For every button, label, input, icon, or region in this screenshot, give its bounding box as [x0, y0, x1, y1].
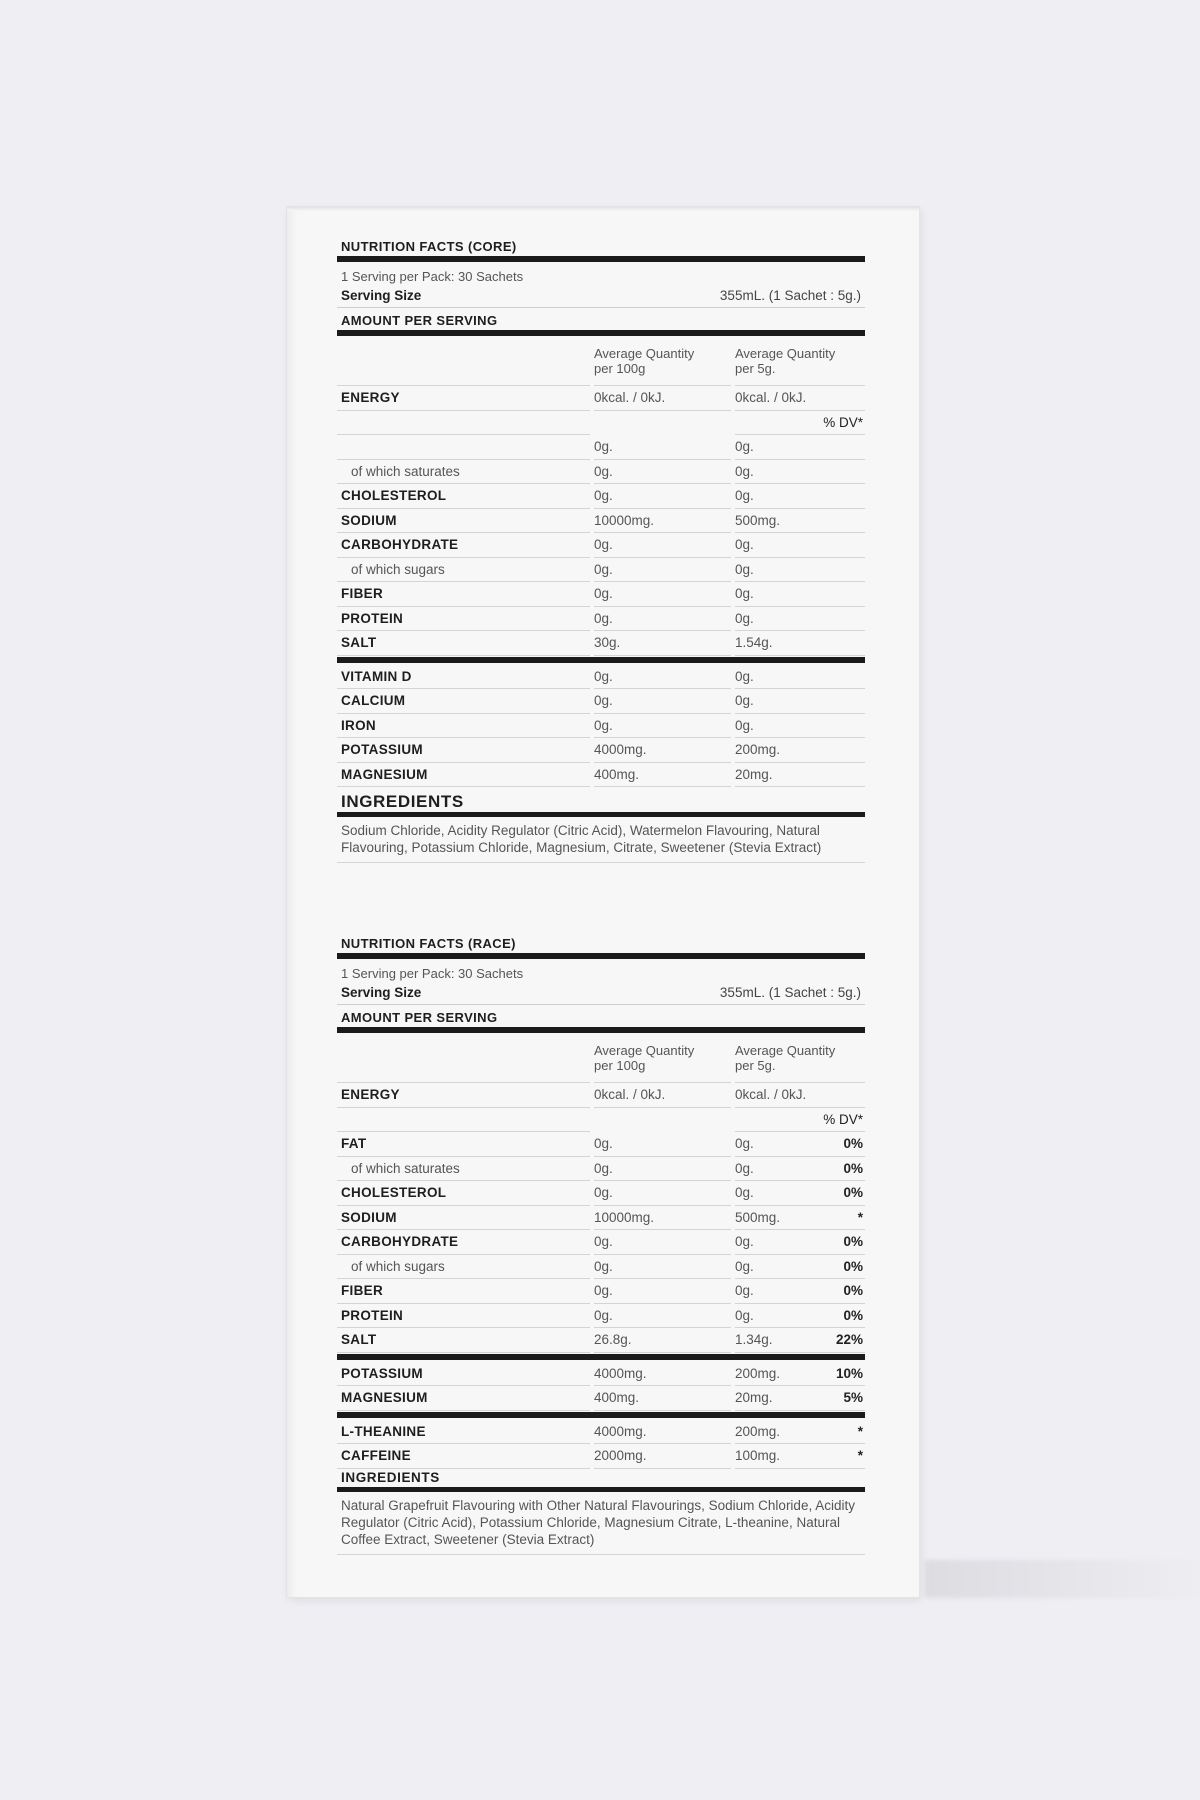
nutrient-label: SALT	[337, 1328, 590, 1353]
nutrient-row	[337, 484, 865, 509]
value-per-5g-cell	[735, 763, 865, 788]
nutrient-row	[337, 509, 865, 534]
value-per-5g-cell	[735, 1328, 865, 1353]
value-per-5g-cell	[735, 1206, 865, 1231]
value-per-100g: 10000mg.	[594, 509, 731, 534]
value-per-100g: 10000mg.	[594, 1206, 731, 1231]
nutrient-label: FIBER	[337, 1279, 590, 1304]
value-per-5g-cell	[735, 1386, 865, 1411]
nutrient-row	[337, 714, 865, 739]
value-per-5g: 0g.	[735, 668, 754, 684]
value-per-5g: 1.34g.	[735, 1332, 773, 1347]
daily-value	[863, 435, 865, 459]
nutrient-label: VITAMIN D	[337, 665, 590, 690]
value-per-5g-cell	[735, 1157, 865, 1182]
box-top-edge	[287, 207, 919, 211]
nutrient-label: CHOLESTEROL	[337, 484, 590, 509]
nutrient-row	[337, 631, 865, 656]
daily-value: 22%	[835, 1332, 863, 1347]
mineral-rows	[337, 665, 865, 788]
value-per-5g-cell	[735, 1181, 865, 1206]
nutrient-label: FAT	[337, 1132, 590, 1157]
energy-row	[337, 386, 865, 411]
value-per-5g: 200mg.	[735, 1365, 781, 1381]
value-per-5g-cell	[735, 1255, 865, 1280]
header-line: per 5g.	[735, 361, 776, 376]
header-line: Average Quantity	[594, 346, 695, 361]
daily-value	[863, 714, 865, 738]
dv-label: % DV*	[823, 1111, 863, 1127]
value-per-5g-cell	[735, 607, 865, 632]
value-per-5g	[735, 1083, 865, 1108]
blank	[337, 411, 590, 436]
value-per-5g: 500mg.	[735, 1209, 781, 1225]
nutrient-label: of which saturates	[337, 460, 590, 485]
serving-size-label: Serving Size	[341, 288, 422, 303]
value-per-5g-cell	[735, 714, 865, 739]
daily-value	[863, 533, 865, 557]
nutrient-row	[337, 533, 865, 558]
nutrient-row	[337, 738, 865, 763]
value-per-100g: 4000mg.	[594, 1362, 731, 1387]
nutrient-label: CAFFEINE	[337, 1444, 590, 1469]
dv-label: % DV*	[823, 414, 863, 430]
header-per-5g	[735, 1033, 865, 1083]
daily-value	[863, 738, 865, 762]
value-per-100g: 400mg.	[594, 763, 731, 788]
value-per-5g-cell	[735, 435, 865, 460]
header-line: Average Quantity	[735, 1043, 836, 1058]
energy-row	[337, 1083, 865, 1108]
divider	[337, 1412, 865, 1418]
daily-value: 0%	[843, 1234, 863, 1249]
amount-per-serving: AMOUNT PER SERVING	[341, 1010, 498, 1025]
value-per-100g: 0kcal. / 0kJ.	[594, 1083, 731, 1108]
header-blank	[337, 1033, 590, 1083]
nutrient-label: FIBER	[337, 582, 590, 607]
daily-value	[863, 582, 865, 606]
value-per-5g-cell	[735, 1420, 865, 1445]
divider	[337, 953, 865, 959]
daily-value: 0%	[843, 1258, 863, 1274]
value-per-100g: 0g.	[594, 435, 731, 460]
header-blank	[337, 336, 590, 386]
divider	[337, 1354, 865, 1360]
value-per-100g: 0g.	[594, 1255, 731, 1280]
nutrient-label: CARBOHYDRATE	[337, 533, 590, 558]
value-per-5g-cell	[735, 1304, 865, 1329]
daily-value: 5%	[843, 1390, 863, 1405]
nutrient-label: CALCIUM	[337, 689, 590, 714]
value-per-5g: 0g.	[735, 1307, 754, 1323]
divider	[337, 657, 865, 663]
dv-header-row	[337, 411, 865, 436]
value-per-5g-cell	[735, 460, 865, 485]
dv-header-row	[337, 1108, 865, 1133]
daily-value	[863, 689, 865, 713]
serving-size-row	[337, 982, 865, 1004]
value-per-5g-cell	[735, 558, 865, 583]
nutrient-label: SODIUM	[337, 509, 590, 534]
nutrient-row	[337, 665, 865, 690]
value-per-5g: 0g.	[735, 439, 754, 454]
value-per-5g: 20mg.	[735, 766, 773, 782]
value-per-5g: 200mg.	[735, 742, 781, 757]
nutrient-rows	[337, 435, 865, 656]
daily-value	[863, 558, 865, 582]
value-per-5g-cell	[735, 484, 865, 509]
divider	[337, 307, 865, 308]
column-headers	[337, 1033, 865, 1083]
value-per-100g: 0g.	[594, 1279, 731, 1304]
value-per-100g: 400mg.	[594, 1386, 731, 1411]
serving-per-pack: 1 Serving per Pack: 30 Sachets	[341, 966, 524, 981]
nutrient-label: of which saturates	[337, 1157, 590, 1182]
nutrient-label: SODIUM	[337, 1206, 590, 1231]
box-fold	[287, 207, 297, 1597]
nutrient-row	[337, 1279, 865, 1304]
nutrient-label: ENERGY	[337, 386, 590, 411]
ingredients-title: INGREDIENTS	[341, 1469, 440, 1485]
daily-value: 0%	[843, 1283, 863, 1298]
value: 0kcal. / 0kJ.	[735, 1087, 807, 1102]
value-per-5g-cell	[735, 582, 865, 607]
value-per-100g: 0g.	[594, 1132, 731, 1157]
dv-cell	[735, 1108, 865, 1133]
nutrition-panel-core	[337, 238, 865, 863]
mineral-rows	[337, 1362, 865, 1411]
value-per-100g: 0kcal. / 0kJ.	[594, 386, 731, 411]
divider	[337, 1004, 865, 1005]
value-per-5g: 0g.	[735, 561, 754, 577]
nutrient-row	[337, 1181, 865, 1206]
value-per-100g: 0g.	[594, 1157, 731, 1182]
value-per-5g: 0g.	[735, 693, 754, 708]
value-per-100g: 0g.	[594, 460, 731, 485]
daily-value: 0%	[843, 1136, 863, 1151]
nutrient-row	[337, 1230, 865, 1255]
value-per-5g: 0g.	[735, 1185, 754, 1200]
value-per-5g: 0g.	[735, 717, 754, 733]
header-line: per 5g.	[735, 1058, 776, 1073]
value-per-5g: 1.54g.	[735, 635, 773, 650]
value-per-5g-cell	[735, 509, 865, 534]
daily-value: 0%	[843, 1160, 863, 1176]
value-per-5g: 0g.	[735, 610, 754, 626]
nutrient-label: POTASSIUM	[337, 1362, 590, 1387]
nutrient-row	[337, 689, 865, 714]
nutrient-row	[337, 1328, 865, 1353]
value-per-5g	[735, 386, 865, 411]
value-per-5g-cell	[735, 738, 865, 763]
blank	[337, 1108, 590, 1133]
value-per-5g: 0g.	[735, 1136, 754, 1151]
value-per-5g-cell	[735, 533, 865, 558]
nutrient-label: MAGNESIUM	[337, 1386, 590, 1411]
value-per-5g: 0g.	[735, 488, 754, 503]
ingredients-text: Sodium Chloride, Acidity Regulator (Citric Acid), Watermelon Flavouring, Natural Flavouring, Potassium Chloride, Magnesium, Citrate, Sweetener (Stevia Extract)	[337, 817, 865, 863]
value-per-100g: 0g.	[594, 1230, 731, 1255]
value-per-100g: 2000mg.	[594, 1444, 731, 1469]
header-line: per 100g	[594, 361, 646, 376]
box-shadow	[925, 1560, 1200, 1598]
dv-cell	[735, 411, 865, 436]
daily-value	[863, 484, 865, 508]
nutrient-label: CHOLESTEROL	[337, 1181, 590, 1206]
daily-value: 10%	[835, 1365, 863, 1381]
nutrient-row	[337, 763, 865, 788]
header-per-100g	[594, 336, 731, 386]
nutrient-row	[337, 1304, 865, 1329]
ingredients-text: Natural Grapefruit Flavouring with Other Natural Flavourings, Sodium Chloride, Acidity Regulator (Citric Acid), Potassium Chloride, Magnesium Citrate, L-theanine, Natural Coffee Extract, Sweetener (Stevia Extract)	[337, 1492, 865, 1555]
nutrient-row	[337, 1444, 865, 1469]
panel-title: NUTRITION FACTS (RACE)	[341, 936, 516, 951]
nutrient-row	[337, 607, 865, 632]
daily-value	[863, 665, 865, 689]
value-per-5g: 100mg.	[735, 1448, 781, 1463]
serving-size-label: Serving Size	[341, 985, 422, 1000]
header-line: per 100g	[594, 1058, 646, 1073]
column-headers	[337, 336, 865, 386]
value-per-5g: 500mg.	[735, 512, 781, 528]
header-line: Average Quantity	[735, 346, 836, 361]
value-per-5g: 0g.	[735, 1283, 754, 1298]
nutrient-label: of which sugars	[337, 1255, 590, 1280]
value-per-5g: 0g.	[735, 1160, 754, 1176]
serving-size-row	[337, 285, 865, 307]
value-per-100g: 0g.	[594, 582, 731, 607]
daily-value	[863, 460, 865, 484]
nutrient-rows	[337, 1132, 865, 1353]
daily-value: *	[857, 1209, 863, 1225]
value-per-100g: 0g.	[594, 689, 731, 714]
panel-title: NUTRITION FACTS (CORE)	[341, 239, 517, 254]
nutrient-row	[337, 1206, 865, 1231]
value-per-5g: 0g.	[735, 586, 754, 601]
amount-per-serving: AMOUNT PER SERVING	[341, 313, 498, 328]
header-per-100g	[594, 1033, 731, 1083]
value-per-100g: 0g.	[594, 558, 731, 583]
daily-value: 0%	[843, 1185, 863, 1200]
serving-size-value: 355mL. (1 Sachet : 5g.)	[719, 288, 861, 303]
nutrient-label: POTASSIUM	[337, 738, 590, 763]
daily-value	[863, 763, 865, 787]
value-per-5g: 200mg.	[735, 1423, 781, 1439]
daily-value: *	[857, 1448, 863, 1463]
value-per-100g: 26.8g.	[594, 1328, 731, 1353]
blank	[594, 1108, 731, 1133]
nutrient-row	[337, 582, 865, 607]
nutrient-label: CARBOHYDRATE	[337, 1230, 590, 1255]
daily-value	[863, 607, 865, 631]
value-per-5g: 0g.	[735, 463, 754, 479]
daily-value: *	[857, 1423, 863, 1439]
nutrient-label: PROTEIN	[337, 607, 590, 632]
nutrient-label: IRON	[337, 714, 590, 739]
value-per-5g-cell	[735, 1132, 865, 1157]
daily-value: 0%	[843, 1307, 863, 1323]
nutrient-label	[337, 435, 590, 460]
nutrient-label: ENERGY	[337, 1083, 590, 1108]
nutrient-label: PROTEIN	[337, 1304, 590, 1329]
value-per-100g: 0g.	[594, 607, 731, 632]
nutrient-label: SALT	[337, 631, 590, 656]
serving-size-value: 355mL. (1 Sachet : 5g.)	[719, 985, 861, 1000]
ingredients-title: INGREDIENTS	[341, 792, 464, 811]
value-per-100g: 0g.	[594, 484, 731, 509]
value-per-5g-cell	[735, 689, 865, 714]
value-per-5g-cell	[735, 1279, 865, 1304]
value-per-100g: 0g.	[594, 533, 731, 558]
nutrient-row	[337, 460, 865, 485]
nutrient-row	[337, 1420, 865, 1445]
serving-per-pack: 1 Serving per Pack: 30 Sachets	[341, 269, 524, 284]
value-per-100g: 0g.	[594, 714, 731, 739]
nutrient-row	[337, 1362, 865, 1387]
value-per-5g: 20mg.	[735, 1390, 773, 1405]
nutrient-row	[337, 435, 865, 460]
value-per-5g-cell	[735, 1444, 865, 1469]
nutrient-label: L-THEANINE	[337, 1420, 590, 1445]
value-per-5g-cell	[735, 1362, 865, 1387]
value-per-5g-cell	[735, 665, 865, 690]
nutrient-row	[337, 1386, 865, 1411]
value-per-100g: 4000mg.	[594, 1420, 731, 1445]
nutrient-label: MAGNESIUM	[337, 763, 590, 788]
value: 0kcal. / 0kJ.	[735, 390, 807, 405]
nutrient-row	[337, 1132, 865, 1157]
nutrient-row	[337, 1255, 865, 1280]
nutrient-label: of which sugars	[337, 558, 590, 583]
value-per-5g: 0g.	[735, 1234, 754, 1249]
nutrient-row	[337, 558, 865, 583]
divider	[337, 256, 865, 262]
value-per-5g-cell	[735, 631, 865, 656]
header-per-5g	[735, 336, 865, 386]
value-per-100g: 0g.	[594, 1181, 731, 1206]
value-per-100g: 0g.	[594, 1304, 731, 1329]
value-per-5g: 0g.	[735, 1258, 754, 1274]
value-per-100g: 30g.	[594, 631, 731, 656]
header-line: Average Quantity	[594, 1043, 695, 1058]
blank	[594, 411, 731, 436]
nutrient-row	[337, 1157, 865, 1182]
value-per-100g: 4000mg.	[594, 738, 731, 763]
nutrition-panel-race	[337, 935, 865, 1555]
value-per-100g: 0g.	[594, 665, 731, 690]
stimulant-rows	[337, 1420, 865, 1469]
daily-value	[863, 631, 865, 655]
value-per-5g: 0g.	[735, 537, 754, 552]
daily-value	[863, 509, 865, 533]
value-per-5g-cell	[735, 1230, 865, 1255]
